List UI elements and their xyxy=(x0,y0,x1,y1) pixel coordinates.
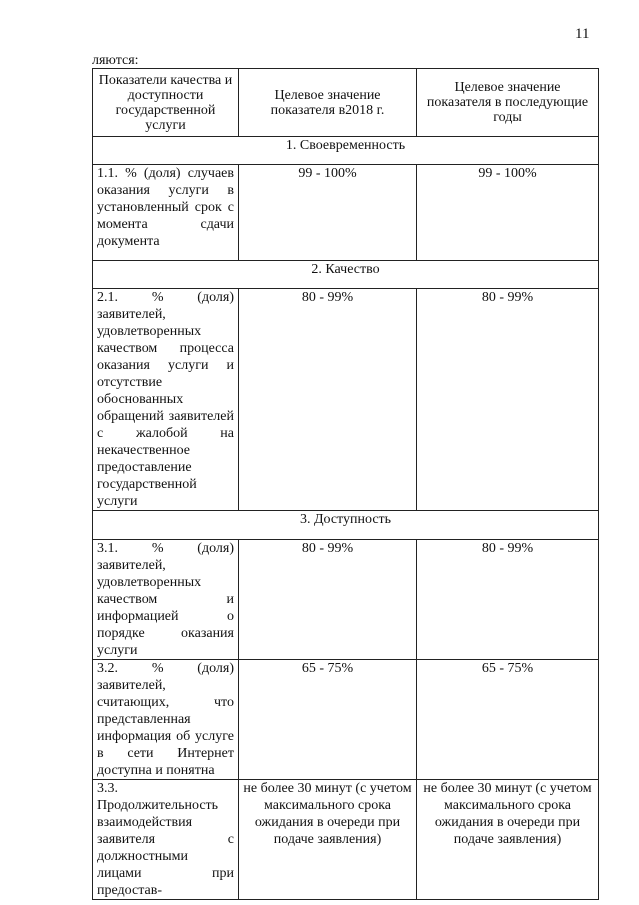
value-2018-cell: 99 - 100% xyxy=(239,165,417,261)
section-title-timeliness: 1. Своевременность xyxy=(93,137,599,165)
indicator-cell: 3.2. % (доля) заявителей, считающих, что представленная информация об услуге в сети Интернет доступна и понятна xyxy=(93,660,239,780)
table-header-row xyxy=(93,69,599,137)
page-number: 11 xyxy=(575,26,590,42)
value-later-cell: 80 - 99% xyxy=(417,540,599,660)
value-later-cell: 80 - 99% xyxy=(417,289,599,511)
table-row xyxy=(93,540,599,660)
value-later-cell: 99 - 100% xyxy=(417,165,599,261)
indicator-cell: 1.1. % (доля) случаев оказания услуги в установленный срок с момента сдачи документа xyxy=(93,165,239,261)
indicator-cell: 2.1. % (доля) заявителей, удовлетворенных качеством процесса оказания услуги и отсутствие обоснованных обращений заявителей с жалобой на некачественное предоставление государственной услуги xyxy=(93,289,239,511)
continued-text: ляются: xyxy=(92,53,139,68)
table-row xyxy=(93,660,599,780)
section-row xyxy=(93,137,599,165)
value-2018-cell: 65 - 75% xyxy=(239,660,417,780)
value-2018-cell: 80 - 99% xyxy=(239,289,417,511)
section-title-accessibility: 3. Доступность xyxy=(93,511,599,540)
indicator-cell: 3.1. % (доля) заявителей, удовлетворенных качеством и информацией о порядке оказания услуги xyxy=(93,540,239,660)
value-later-cell: 65 - 75% xyxy=(417,660,599,780)
section-row xyxy=(93,511,599,540)
header-target-2018: Целевое значение показателя в2018 г. xyxy=(239,69,417,137)
header-indicator: Показатели качества и доступности государственной услуги xyxy=(93,69,239,137)
table-row xyxy=(93,780,599,900)
value-later-cell: не более 30 минут (с учетом максимального срока ожидания в очереди при подаче заявления) xyxy=(417,780,599,900)
value-2018-cell: 80 - 99% xyxy=(239,540,417,660)
indicator-cell: 3.3. Продолжительность взаимодействия заявителя с должностными лицами при предостав- xyxy=(93,780,239,900)
quality-indicators-table xyxy=(92,68,599,900)
value-2018-cell: не более 30 минут (с учетом максимального срока ожидания в очереди при подаче заявления) xyxy=(239,780,417,900)
table-row xyxy=(93,165,599,261)
section-title-quality: 2. Качество xyxy=(93,261,599,289)
section-row xyxy=(93,261,599,289)
header-target-later: Целевое значение показателя в последующие годы xyxy=(417,69,599,137)
table-row xyxy=(93,289,599,511)
